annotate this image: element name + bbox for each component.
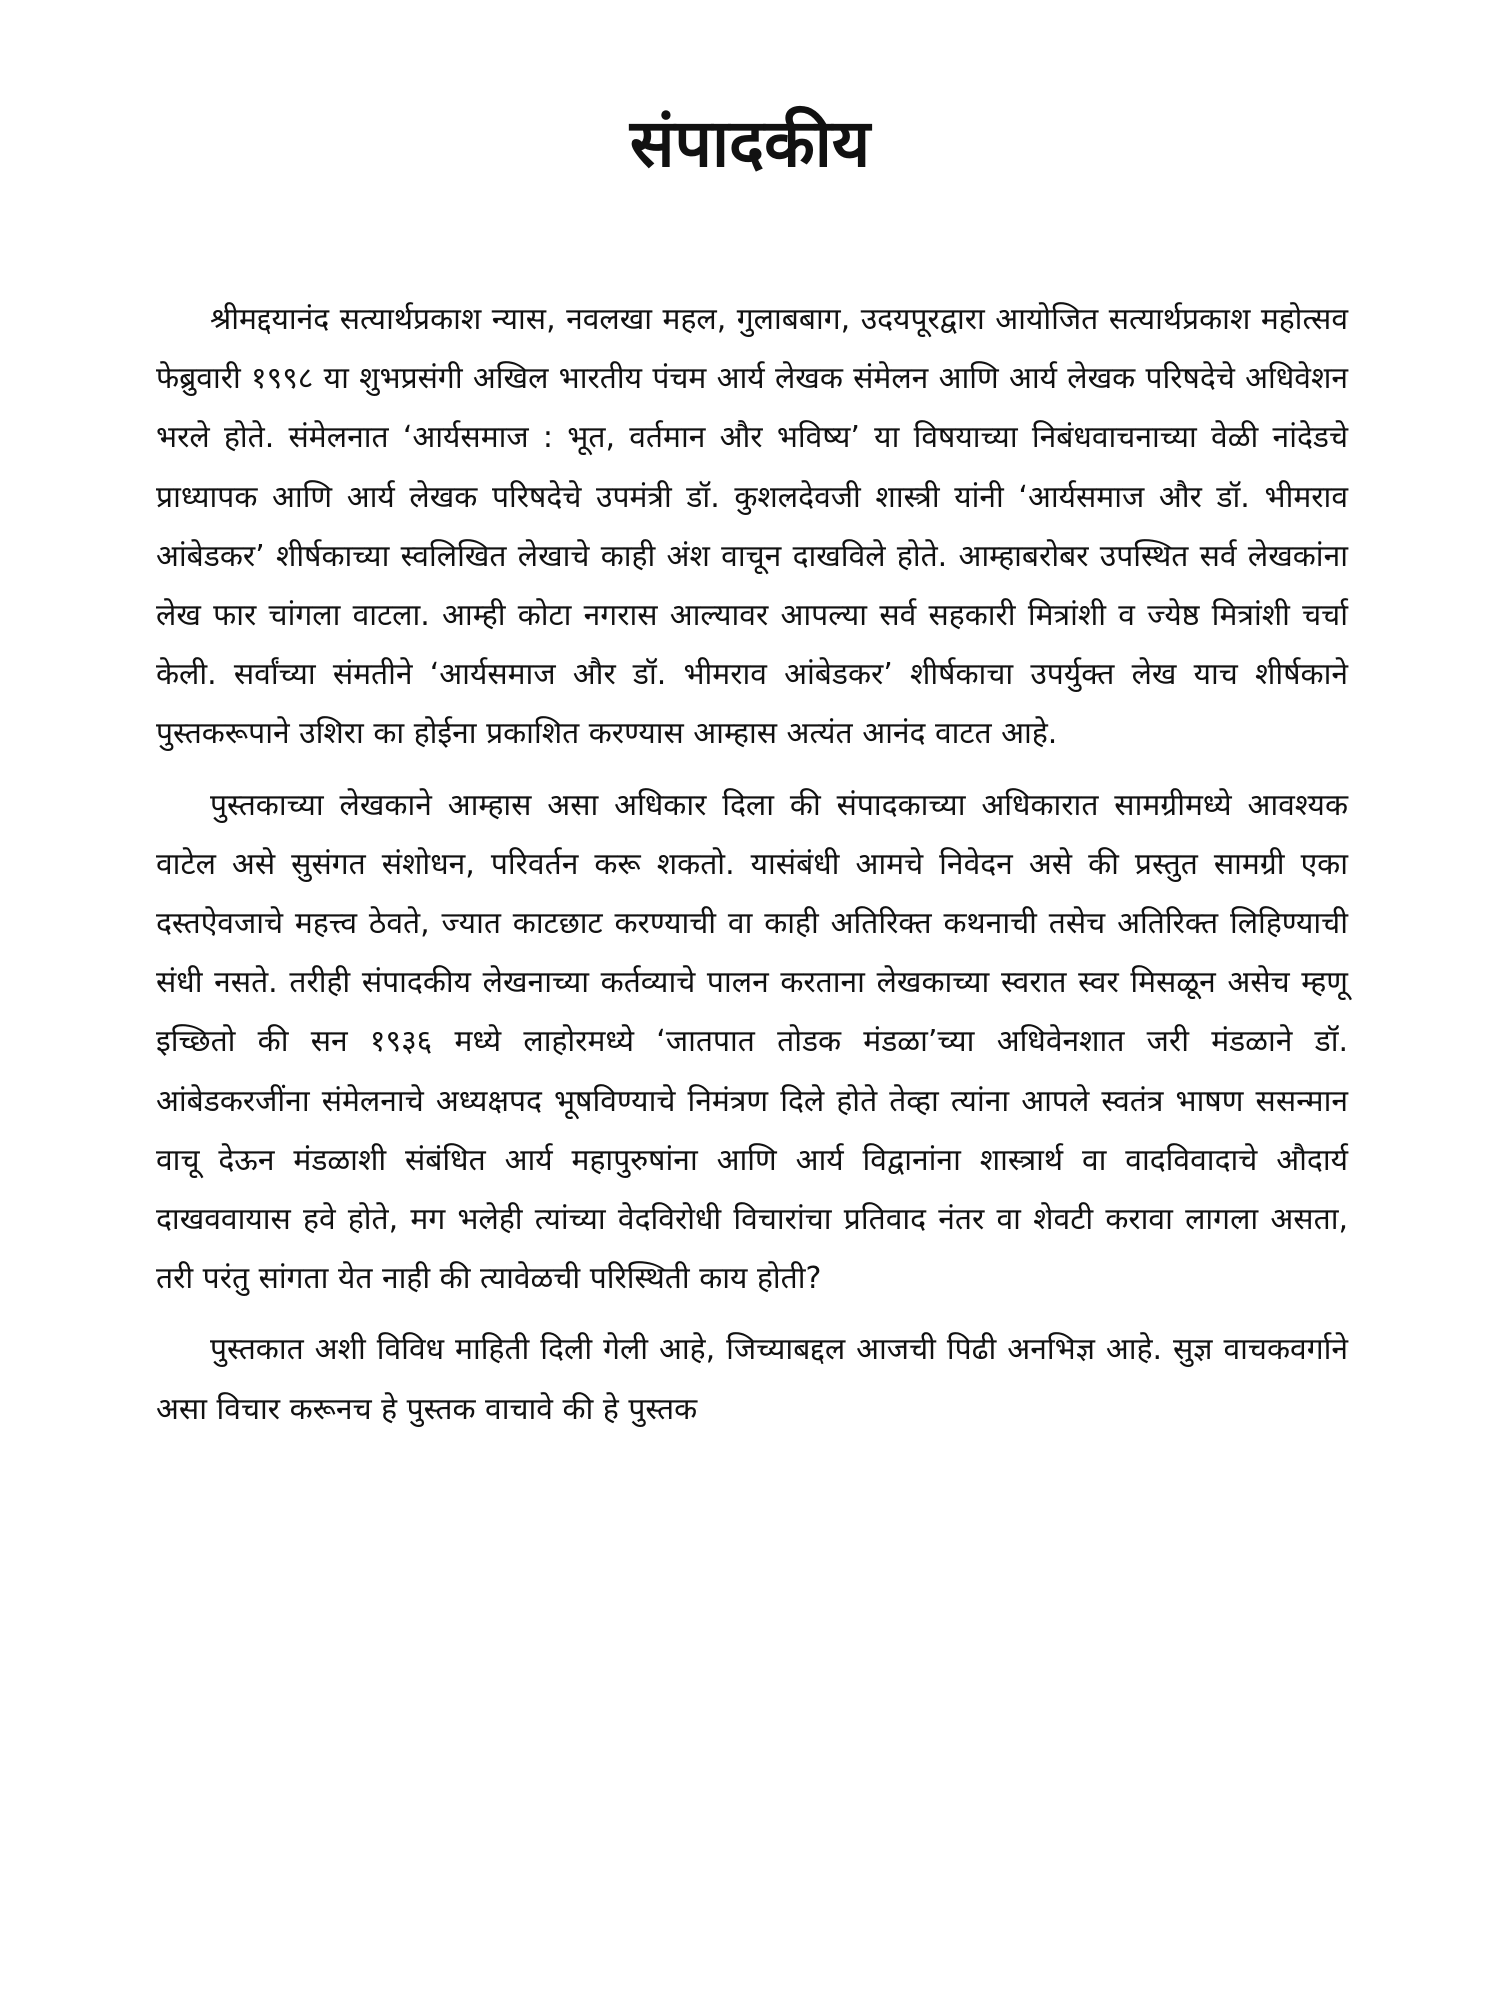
paragraph-1: श्रीमद्दयानंद सत्यार्थप्रकाश न्यास, नवलखा महल, गुलाबबाग, उदयपूरद्वारा आयोजित सत्यार्थप्रकाश महोत्सव फेब्रुवारी १९९८ या शुभप्रसंगी अखिल भारतीय पंचम आर्य लेखक संमेलन आणि आर्य लेखक परिषदेचे अधिवेशन भरले होते. संमेलनात ‘आर्यसमाज : भूत, वर्तमान और भविष्य’ या विषयाच्या निबंधवाचनाच्या वेळी नांदेडचे प्राध्यापक आणि आर्य लेखक परिषदेचे उपमंत्री डॉ. कुशलदेवजी शास्त्री यांनी ‘आर्यसमाज और डॉ. भीमराव आंबेडकर’ शीर्षकाच्या स्वलिखित लेखाचे काही अंश वाचून दाखविले होते. आम्हाबरोबर उपस्थित सर्व लेखकांना लेख फार चांगला वाटला. आम्ही कोटा नगरास आल्यावर आपल्या सर्व सहकारी मित्रांशी व ज्येष्ठ मित्रांशी चर्चा केली. सर्वांच्या संमतीने ‘आर्यसमाज और डॉ. भीमराव आंबेडकर’ शीर्षकाचा उपर्युक्त लेख याच शीर्षकाने पुस्तकरूपाने उशिरा का होईना प्रकाशित करण्यास आम्हास अत्यंत आनंद वाटत आहे. <box>156 302 1348 752</box>
body-text <box>156 290 1348 1439</box>
paragraph-2: पुस्तकाच्या लेखकाने आम्हास असा अधिकार दिला की संपादकाच्या अधिकारात सामग्रीमध्ये आवश्यक वाटेल असे सुसंगत संशोधन, परिवर्तन करू शकतो. यासंबंधी आमचे निवेदन असे की प्रस्तुत सामग्री एका दस्तऐवजाचे महत्त्व ठेवते, ज्यात काटछाट करण्याची वा काही अतिरिक्त कथनाची तसेच अतिरिक्त लिहिण्याची संधी नसते. तरीही संपादकीय लेखनाच्या कर्तव्याचे पालन करताना लेखकाच्या स्वरात स्वर मिसळून असेच म्हणू इच्छितो की सन १९३६ मध्ये लाहोरमध्ये ‘जातपात तोडक मंडळा’च्या अधिवेनशात जरी मंडळाने डॉ. आंबेडकरजींना संमेलनाचे अध्यक्षपद भूषविण्याचे निमंत्रण दिले होते तेव्हा त्यांना आपले स्वतंत्र भाषण ससन्मान वाचू देऊन मंडळाशी संबंधित आर्य महापुरुषांना आणि आर्य विद्वानांना शास्त्रार्थ वा वादविवादाचे औदार्य दाखववायास हवे होते, मग भलेही त्यांच्या वेदविरोधी विचारांचा प्रतिवाद नंतर वा शेवटी करावा लागला असता, तरी परंतु सांगता येत नाही की त्यावेळची परिस्थिती काय होती? <box>156 787 1348 1297</box>
page-title: संपादकीय <box>629 105 871 182</box>
paragraph-3: पुस्तकात अशी विविध माहिती दिली गेली आहे, जिच्याबद्दल आजची पिढी अनभिज्ञ आहे. सुज्ञ वाचकवर्गाने असा विचार करूनच हे पुस्तक वाचावे की हे पुस्तक <box>156 1332 1348 1427</box>
